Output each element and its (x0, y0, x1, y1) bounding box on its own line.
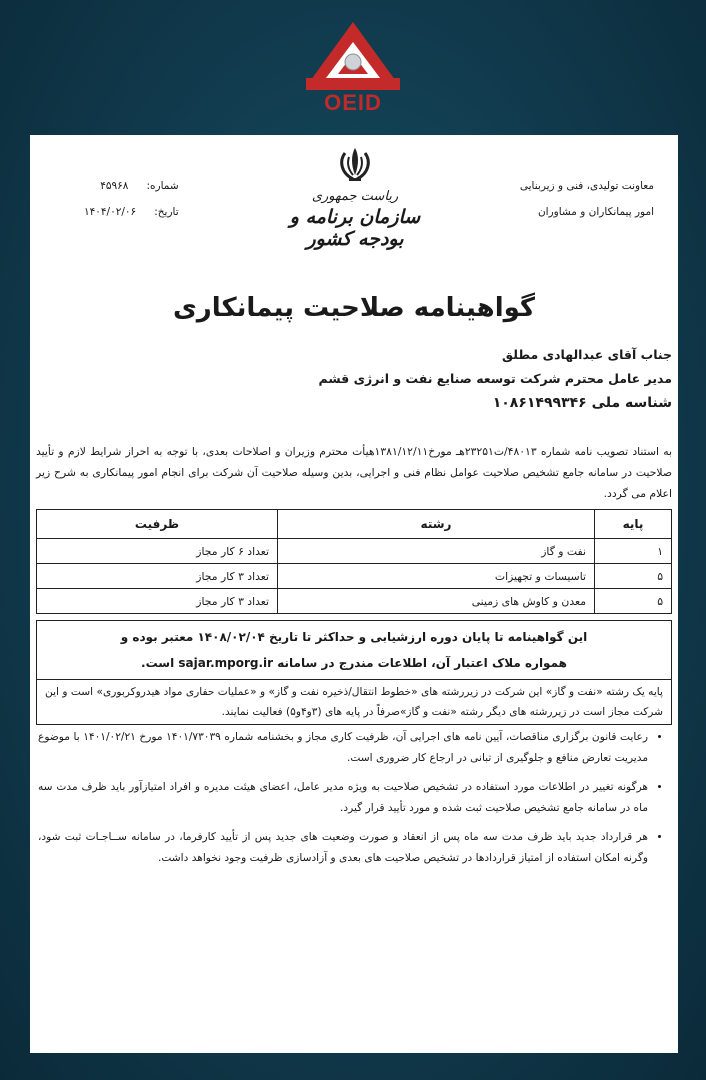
cell-base: ۵ (595, 589, 672, 614)
cell-capacity: تعداد ۳ کار مجاز (37, 564, 278, 589)
validity-line-2: همواره ملاک اعتبار آن، اطلاعات مندرج در سامانه sajar.mporg.ir است. (141, 656, 567, 670)
body-paragraph: به استناد تصویب نامه شماره ۴۸۰۱۳/ت۲۳۲۵۱هـ مورخ۱۳۸۱/۱۲/۱۱هیأت محترم وزیران و اصلاحات بعدی، با توجه به احراز شرایط لازم و تأیید صلاحیت در سامانه جامع تشخیص صلاحیت عوامل نظام فنی و اجرایی، بدین وسیله صلاحیت آن شرکت برای انجام امور پیمانکاری به شرح زیر اعلام می گردد. (36, 445, 672, 500)
cell-field: معدن و کاوش های زمینی (278, 589, 595, 614)
table-row (37, 589, 672, 614)
organization-emblem (270, 145, 440, 250)
cell-capacity: تعداد ۶ کار مجاز (37, 539, 278, 564)
header-base: پایه (595, 510, 672, 539)
list-item: • هرگونه تغییر در اطلاعات مورد استفاده در تشخیص صلاحیت به ویژه مدیر عامل، اعضای هیئت مدیره و افراد امتیازآور باید ظرف مدت سه ماه در سامانه جامع تشخیص صلاحیت ثبت شده و مورد تأیید قرار گیرد. (38, 777, 648, 819)
date-label: تاریخ: (154, 206, 179, 218)
validity-line-1: این گواهینامه تا پایان دوره ارزشیابی و حداکثر تا تاریخ ۱۴۰۸/۰۲/۰۴ معتبر بوده و (120, 630, 588, 644)
cell-field: نفت و گاز (278, 539, 595, 564)
org-line-2: سازمان برنامه و بودجه کشور (289, 206, 421, 250)
iran-emblem-icon (335, 145, 375, 183)
table-row (37, 539, 672, 564)
org-line-1: ریاست جمهوری (311, 189, 399, 204)
list-item: • هر قرارداد جدید باید ظرف مدت سه ماه پس از انعقاد و صورت وضعیت های جدید پس از تأیید کارفرما، در سامانه ســاجـات ثبت شود، وگرنه امکان استفاده از امتیاز قراردادها در تشخیص صلاحیت های بعدی و آزادسازی ظرفیت وجود نخواهد داشت. (38, 827, 648, 869)
national-id: شناسه ملی ۱۰۸۶۱۴۹۹۳۴۶ (492, 395, 672, 411)
page-title: گواهینامه صلاحیت پیمانکاری (172, 293, 536, 323)
addressee-block (319, 343, 672, 415)
cell-base: ۵ (595, 564, 672, 589)
rules-list (38, 727, 664, 877)
date-row (84, 199, 179, 225)
number-value: ۴۵۹۶۸ (100, 180, 129, 192)
number-label: شماره: (146, 180, 179, 192)
header-field: رشته (278, 510, 595, 539)
cell-base: ۱ (595, 539, 672, 564)
qualification-table (36, 509, 672, 614)
oeid-logo-icon (300, 18, 406, 94)
oeid-logo (300, 18, 406, 118)
addressee-position: مدیر عامل محترم شرکت توسعه صنایع نفت و انرژی قشم (318, 371, 672, 386)
subfield-note: پایه یک رشته «نفت و گاز» این شرکت در زیررشته های «خطوط انتقال/ذخیره نفت و گاز» و «عملیات حفاری مواد هیدروکربوری» است و این شرکت مجاز است در زیررشته های دیگر رشته «نفت و گاز»صرفاً در پایه های (۳و۴و۵) فعالیت نمایند. (36, 679, 672, 725)
certificate-document (30, 135, 678, 1053)
department-line-2: امور پیمانکاران و مشاوران (537, 206, 654, 218)
table-row (37, 564, 672, 589)
header-capacity: ظرفیت (37, 510, 278, 539)
oeid-logo-text: OEID (324, 90, 382, 115)
department-header (520, 173, 654, 225)
list-item: • رعایت قانون برگزاری مناقصات، آیین نامه های اجرایی آن، ظرفیت کاری مجاز و بخشنامه شماره ۱۴۰۱/۷۳۰۳۹ مورخ ۱۴۰۱/۰۲/۲۱ با موضوع مدیریت تعارض منافع و جلوگیری از تبانی در ارجاع کار ضروری است. (38, 727, 648, 769)
table-header-row (37, 510, 672, 539)
validity-statement (36, 620, 672, 680)
date-value: ۱۴۰۴/۰۲/۰۶ (84, 206, 137, 218)
reference-block (84, 173, 179, 225)
cell-field: تاسیسات و تجهیزات (278, 564, 595, 589)
cell-capacity: تعداد ۳ کار مجاز (37, 589, 278, 614)
number-row (84, 173, 179, 199)
department-line-1: معاونت تولیدی، فنی و زیربنایی (519, 180, 654, 192)
addressee-name: جناب آقای عبدالهادی مطلق (502, 347, 672, 362)
